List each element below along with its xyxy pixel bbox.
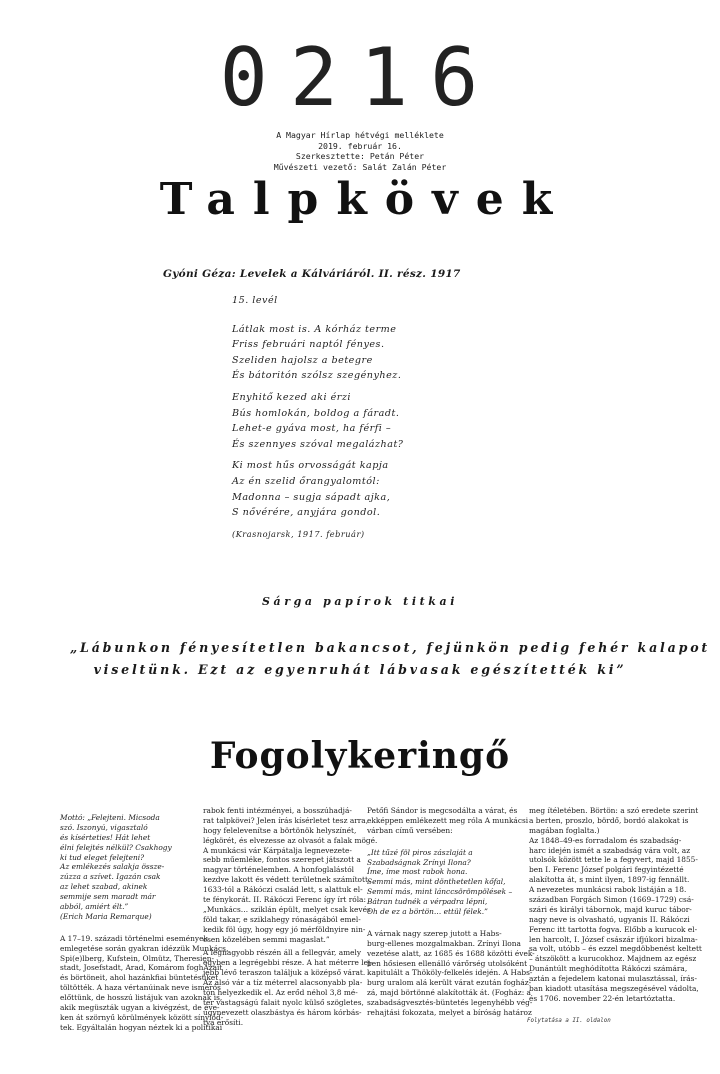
body-line: Ferenc itt tartotta fogva. Előbb a kurucok el- <box>529 924 698 934</box>
body-line: zá, majd börtönné alakították át. (Fogház: a <box>367 988 531 998</box>
verse-line: Íme, íme most rabok hona. <box>367 867 468 877</box>
verse-line: Oh de ez a börtön… ettül félek.” <box>367 907 488 917</box>
body-line: rat talpkövei? Jelen írás kísérletet tesz arra, <box>203 815 369 825</box>
poem-line: Szeliden hajolsz a betegre <box>232 354 373 366</box>
meta-line: Művészeti vezető: Salát Zalán Péter <box>273 161 447 172</box>
body-line: ben I. Ferenc József polgári fegyintézetté <box>529 865 684 875</box>
masthead-meta <box>0 130 720 172</box>
motto-line: semmije sem maradt már <box>60 892 156 902</box>
motto-line: az lehet szabad, akinek <box>60 882 148 892</box>
motto-line: Mottó: „Felejteni. Micsoda <box>60 813 160 822</box>
body-line: egyben a legrégebbi része. A hat méterre lej- <box>203 958 373 968</box>
body-line: ter vastagságú falait nyolc külső szögletes, <box>203 997 364 1007</box>
body-line: alakította át, s mint ilyen, 1897-ig fennállt. <box>529 875 690 885</box>
pull-quote-line: „Lábunkon fényesítetlen bakancsot, fejünkön pedig fehér kalapot <box>70 640 711 655</box>
body-line: légkörét, és elvezesse az olvasót a falak mögé. <box>203 835 378 845</box>
body-line: magyar történelemben. A honfoglalástól <box>203 865 355 875</box>
poem-line: S nővérére, anyjára gondol. <box>232 507 381 519</box>
body-line: stadt, Josefstadt, Arad, Komárom foghÁzait <box>60 963 223 973</box>
body-line: Az 1848–49-es forradalom és szabadság- <box>529 835 682 845</box>
body-line: Spi(e)lberg, Kufstein, Olmütz, Theresien- <box>60 953 215 963</box>
meta-line: 2019. február 16. <box>318 140 402 151</box>
meta-line: Szerkesztette: Petán Péter <box>295 151 425 162</box>
body-line: – átszökött a kurucokhoz. Majdnem az egész <box>529 954 697 964</box>
poem <box>232 293 403 542</box>
pull-quote-line: viseltünk. Ezt az egyenruhát lábvasak egészítették ki” <box>93 662 627 677</box>
issue-number: 0216 <box>219 31 501 124</box>
poem-heading: 15. levél <box>232 295 278 306</box>
body-line: csen közelében semmi magaslat.” <box>203 934 330 944</box>
motto-line: abból, amiért élt.” <box>60 902 129 912</box>
body-line: Petőfi Sándor is megcsodálta a várat, és <box>367 806 518 815</box>
pull-quote <box>70 637 711 681</box>
motto-line: zúzza a szívet. Igazán csak <box>60 872 161 882</box>
body-line: A várnak nagy szerep jutott a Habs- <box>367 928 502 938</box>
body-line: rehajtási fokozata, melyet a bíróság határoz <box>367 1008 532 1018</box>
motto-line: (Erich Maria Remarque) <box>60 911 152 921</box>
poem-line: Enyhitő kezed aki érzi <box>232 391 351 403</box>
body-line: A 17–19. századi történelmi események <box>60 933 208 943</box>
body-line: úgynevezett olaszbástya és három kórbás- <box>203 1007 362 1017</box>
body-line: nagy neve is olvasható, ugyanis II. Rákóczi <box>529 914 690 924</box>
body-line: len harcolt, I. József császár ifjúkori bizalma- <box>529 934 698 944</box>
body-line: „Munkács… sziklán épült, melyet csak kevés <box>203 904 371 914</box>
verse-line: Semmi más, mint lánccsörömpölések – <box>367 887 513 897</box>
body-line: te fénykorát. II. Rákóczi Ferenc így írt róla: <box>203 895 366 905</box>
poem-line: Ki most hűs orvosságát kapja <box>232 460 389 472</box>
body-line: magában foglalta.) <box>529 825 600 835</box>
motto-line: Az emlékezés salakja össze- <box>60 862 165 872</box>
body-line: aztán a fejedelem katonai mulasztással, írás- <box>529 974 697 984</box>
body-line: tón helyezkedik el. Az erőd néhol 3,8 mé- <box>203 988 358 998</box>
verse-line: Semmi más, mint dönthetetlen kőfal, <box>367 877 506 887</box>
body-line: Az alsó vár a tíz méterrel alacsonyabb pla- <box>203 978 363 988</box>
body-line: hogy felelevenítse a börtönök helyszínét, <box>203 825 357 835</box>
body-line: jebb lévő teraszon találjuk a középső várat. <box>203 968 366 978</box>
poem-signature: (Krasnojarsk, 1917. február) <box>232 528 365 539</box>
article-column-2 <box>203 806 378 1028</box>
body-line: szári és királyi tábornok, majd kuruc tábor- <box>529 904 692 914</box>
poem-source-heading: Gyóni Géza: Levelek a Kálváriáról. II. rész. 1917 <box>163 268 461 280</box>
poem-line: Madonna – sugja sápadt ajka, <box>232 491 391 503</box>
body-line: A munkácsi vár Kárpátalja legnevezete- <box>203 845 352 855</box>
poem-line: És szennyes szóval megalázhat? <box>232 438 404 450</box>
body-line: utolsók között tette le a fegyvert, majd 1855- <box>529 855 698 865</box>
body-line: 1633-tól a Rákóczi család lett, s alattuk el- <box>203 885 363 895</box>
motto-line: ki tud eleget felejteni? <box>60 852 145 862</box>
body-line: kapitulált a Thököly-felkelés idején. A Habs- <box>367 968 533 978</box>
body-line: akik megüszták ugyan a kivégzést, de éve- <box>60 1003 220 1013</box>
article-title: Fogolykeringő <box>209 735 511 777</box>
motto-line: élni felejtés nélkül? Csakhogy <box>60 842 172 852</box>
poem-line: Bús homlokán, boldog a fáradt. <box>232 407 400 419</box>
body-line: kezdve lakott és védett területnek számított, <box>203 875 371 885</box>
body-line: sebb műemléke, fontos szerepet játszott a <box>203 855 361 865</box>
verse-line: „Itt tűzé föl piros zászlaját a <box>367 847 473 857</box>
body-line: ben hősiesen ellenálló várőrség utolsóként <box>367 958 528 968</box>
body-line: meg ítéletében. Börtön: a szó eredete szerint <box>529 806 699 815</box>
body-line: sa volt, utóbb – és ezzel megdöbbenést keltett <box>529 944 702 954</box>
body-line: burg uralom alá került várat ezután fogház- <box>367 978 532 988</box>
body-line: töltötték. A haza vértanúinak neve ismerős <box>60 983 221 993</box>
verse-line: Szabadságnak Zrínyi Ilona? <box>367 857 471 867</box>
body-line: ban kiadott utasítása megszegésével vádolta, <box>529 984 699 994</box>
body-line: vezetése alatt, az 1685 és 1688 közötti évek- <box>367 948 535 958</box>
body-line: tya erősíti. <box>203 1017 244 1027</box>
motto-line: és kísérteties! Hát lehet <box>60 832 151 842</box>
poem-line: Az én szelid őrangyalomtól: <box>232 475 380 487</box>
article-column-4 <box>529 806 702 1004</box>
body-line: ekképpen emlékezett meg róla A munkácsi <box>367 815 529 825</box>
continued-note: Folytatása a II. oldalon <box>527 1018 611 1024</box>
body-line: ken át szörnyű körülmények között sínylőd- <box>60 1012 224 1022</box>
verse-line: Bátran tudnék a vérpadra lépni, <box>367 897 488 907</box>
body-line: rabok fenti intézményei, a bosszúhadjá- <box>203 806 352 815</box>
body-line: szabadságvesztés-büntetés legenyhébb vég- <box>367 998 533 1008</box>
body-line: kedik föl úgy, hogy egy jó mérföldnyire nin- <box>203 924 366 934</box>
poem-line: Friss februári naptól fényes. <box>232 339 385 351</box>
body-line: várban című versében: <box>367 825 453 835</box>
article-column-3 <box>367 806 535 1018</box>
page-title: Talpkövek <box>159 174 571 225</box>
poem-line: Látlak most is. A kórház terme <box>232 323 397 335</box>
body-line: Dunántúlt meghódította Rákóczi számára, <box>529 964 688 974</box>
body-line: tek. Egyáltalán hogyan néztek ki a politikai <box>60 1022 223 1032</box>
motto-line: szó. Iszonyú, vigasztaló <box>60 822 148 832</box>
poem-line: Lehet-e gyáva most, ha férfi – <box>232 423 392 435</box>
body-line: emlegetése során gyakran idézzük Munkács, <box>60 943 229 953</box>
body-line: harc idején ismét a szabadság vára volt, az <box>529 845 691 855</box>
body-line: előttünk, de hosszú listájuk van azoknak is, <box>60 993 223 1003</box>
body-line: föld takar, e sziklahegy rónaságából emel- <box>203 914 361 924</box>
body-line: és börtöneit, ahol hazánkfiai büntetésüket <box>60 973 219 983</box>
section-heading: Sárga papírok titkai <box>261 595 459 608</box>
meta-line: A Magyar Hírlap hétvégi melléklete <box>276 130 444 140</box>
body-line: A nevezetes munkácsi rabok listáján a 18. <box>529 885 687 895</box>
body-line: és 1706. november 22-én letartóztatta. <box>529 993 676 1003</box>
poem-line: És bátoritón szólsz szegényhez. <box>232 370 402 382</box>
body-line: burg-ellenes mozgalmakban. Zrínyi Ilona <box>367 938 521 948</box>
body-line: a berten, proszlo, bördő, bordó alakokat is <box>529 815 689 825</box>
body-line: A legnagyobb részén áll a fellegvár, amely <box>203 948 362 958</box>
body-line: században Forgách Simon (1669–1729) csá- <box>529 895 694 905</box>
